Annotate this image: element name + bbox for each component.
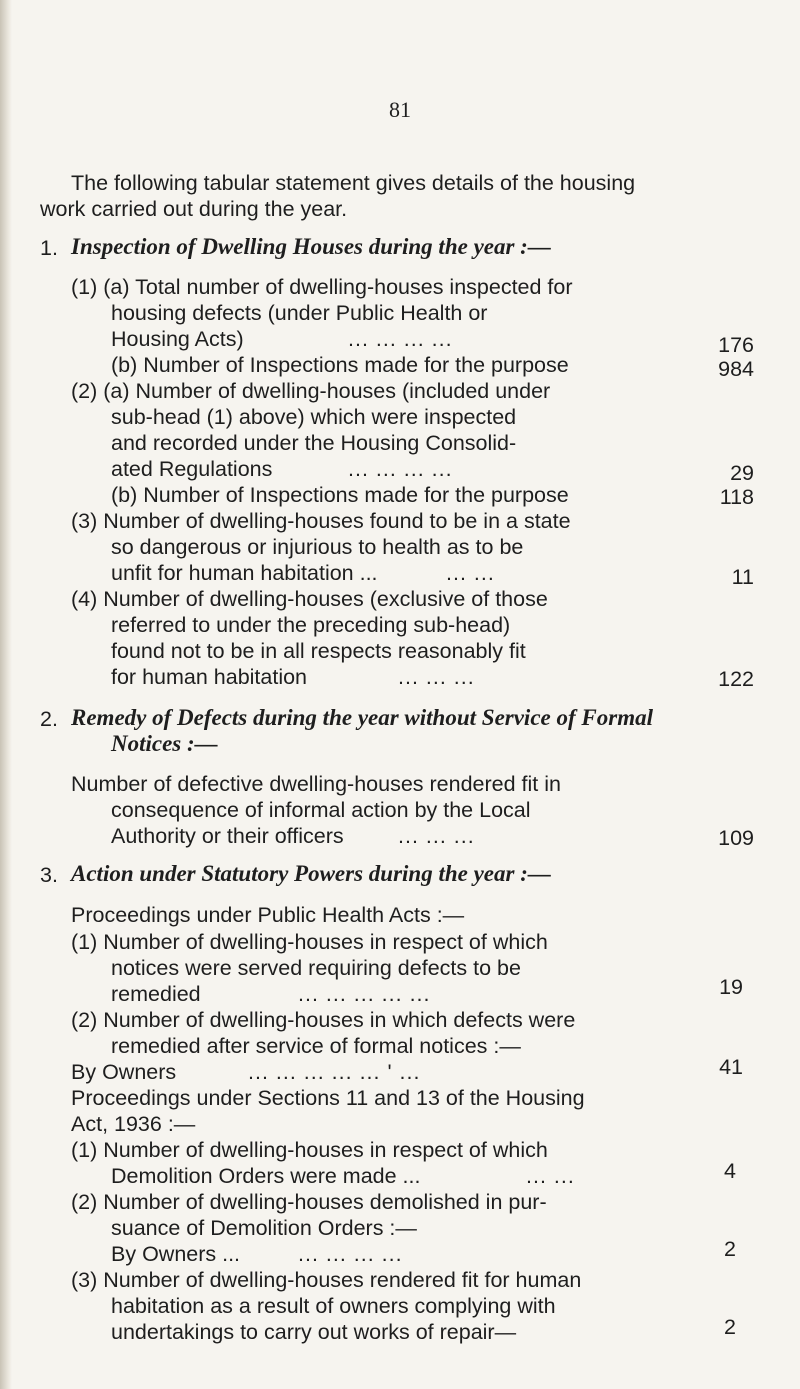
item-4-value: 122 [718,667,754,691]
item-1a-line-2: housing defects (under Public Health or [111,301,488,325]
ph-item-1-line-2: notices were served requiring defects to be [111,956,521,980]
ph-item-2-value: 41 [719,1055,743,1079]
ha-item-2-line-1: (2) Number of dwelling-houses demolished in pur- [71,1190,547,1214]
ha-item-2-leader-dots: ... ... ... ... [298,1242,403,1266]
item-4-line-4: for human habitation [111,665,308,689]
section-2-line-2: consequence of informal action by the Local [111,798,531,822]
ha-item-2-value: 2 [724,1237,736,1261]
item-4-line-1: (4) Number of dwelling-houses (exclusive of those [71,587,548,611]
ph-item-1-value: 19 [719,975,743,999]
section-2-number: 2. [40,707,58,731]
section-1-title: Inspection of Dwelling Houses during the year :— [71,234,551,259]
item-1b-line-1: (b) Number of Inspections made for the purpose [111,353,569,377]
housing-act-heading-line-1: Proceedings under Sections 11 and 13 of the Housing [71,1086,585,1110]
intro-line-1: The following tabular statement gives details of the housing [71,171,636,195]
section-2-title-line-1: Remedy of Defects during the year without Service of Formal [71,705,653,730]
item-2a-line-1: (2) (a) Number of dwelling-houses (included under [71,379,551,403]
intro-line-2: work carried out during the year. [40,197,348,221]
ha-item-1-value: 4 [724,1159,736,1183]
item-4-line-3: found not to be in all respects reasonably fit [111,639,526,663]
item-1b-value: 984 [718,357,754,381]
section-2-value: 109 [718,826,754,850]
section-1-number: 1. [40,236,58,260]
item-2a-leader-dots: ... ... ... ... [348,457,453,481]
ph-item-1-line-3: remedied [111,982,201,1006]
ha-item-2-line-3: By Owners ... [111,1242,241,1266]
section-2-title-line-2: Notices :— [111,731,218,756]
ph-item-2-line-2: remedied after service of formal notices :— [111,1034,521,1058]
item-1a-value: 176 [718,333,754,357]
item-1a-line-3: Housing Acts) [111,327,244,351]
item-2a-value: 29 [730,461,754,485]
ph-item-1-line-1: (1) Number of dwelling-houses in respect of which [71,930,548,954]
item-2a-line-2: sub-head (1) above) which were inspected [111,405,517,429]
ph-item-2-line-1: (2) Number of dwelling-houses in which defects were [71,1008,576,1032]
item-4-leader-dots: ... ... ... [398,665,475,689]
item-3-line-1: (3) Number of dwelling-houses found to be in a state [71,509,571,533]
ph-item-1-leader-dots: ... ... ... ... ... [298,982,431,1006]
section-2-line-3: Authority or their officers [111,824,344,848]
section-3-title: Action under Statutory Powers during the year :— [71,861,551,886]
ha-item-2-line-2: suance of Demolition Orders :— [111,1216,417,1240]
item-3-value: 11 [731,565,754,589]
ha-item-3-line-2: habitation as a result of owners complying with [111,1294,556,1318]
item-2a-line-3: and recorded under the Housing Consolid- [111,431,517,455]
housing-act-heading-line-2: Act, 1936 :— [71,1112,196,1136]
item-2b-line-1: (b) Number of Inspections made for the purpose [111,483,569,507]
item-1a-leader-dots: ... ... ... ... [348,327,453,351]
public-health-heading: Proceedings under Public Health Acts :— [71,903,465,927]
ha-item-3-value: 2 [724,1315,736,1339]
section-3-number: 3. [40,863,58,887]
section-2-line-1: Number of defective dwelling-houses rendered fit in [71,772,561,796]
item-3-leader-dots: ... ... [446,561,495,585]
ha-item-3-line-1: (3) Number of dwelling-houses rendered fit for human [71,1268,582,1292]
page-number: 81 [389,97,411,122]
by-owners-leader-dots: ... ... ... ... ... ' ... [248,1060,421,1084]
by-owners-label: By Owners [71,1060,177,1084]
ha-item-1-line-1: (1) Number of dwelling-houses in respect of which [71,1138,548,1162]
item-2b-value: 118 [719,485,754,509]
item-1a-line-1: (1) (a) Total number of dwelling-houses inspected for [71,275,573,299]
item-4-line-2: referred to under the preceding sub-head) [111,613,511,637]
ha-item-3-line-3: undertakings to carry out works of repair— [111,1320,517,1344]
item-2a-line-4: ated Regulations [111,457,273,481]
ha-item-1-leader-dots: ... ... [526,1164,575,1188]
item-3-line-2: so dangerous or injurious to health as to be [111,535,524,559]
ha-item-1-line-2: Demolition Orders were made ... [111,1164,421,1188]
item-3-line-3: unfit for human habitation ... [111,561,378,585]
section-2-leader-dots: ... ... ... [398,824,475,848]
